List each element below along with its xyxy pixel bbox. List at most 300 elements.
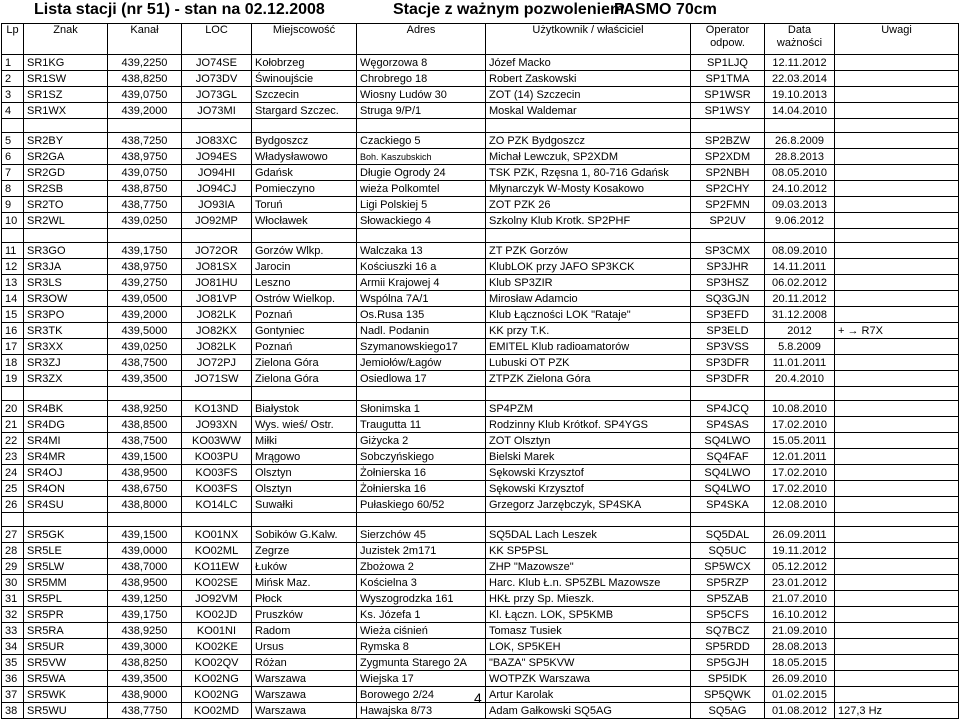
table-cell: [24, 119, 108, 133]
table-cell: ZHP "Mazowsze": [486, 559, 691, 575]
table-row: [2, 417, 959, 433]
table-cell: 27: [2, 527, 24, 543]
table-cell: 2: [2, 71, 24, 87]
table-cell: 26.09.2010: [765, 671, 835, 687]
table-cell: SR2TO: [24, 197, 108, 213]
table-cell: 21: [2, 417, 24, 433]
table-cell: [252, 119, 357, 133]
table-cell: SR4DG: [24, 417, 108, 433]
table-cell: SR3OW: [24, 291, 108, 307]
table-cell: 439,2000: [108, 307, 182, 323]
table-cell: KO01NX: [182, 527, 252, 543]
table-cell: [765, 229, 835, 243]
column-header: Użytkownik / właściciel: [486, 24, 691, 55]
table-cell: 438,9500: [108, 465, 182, 481]
table-row: [2, 55, 959, 71]
table-cell: [486, 387, 691, 401]
table-cell: Sękowski Krzysztof: [486, 481, 691, 497]
table-cell: Olsztyn: [252, 481, 357, 497]
table-cell: JO71SW: [182, 371, 252, 387]
table-cell: 28.8.2013: [765, 149, 835, 165]
table-cell: 01.08.2012: [765, 703, 835, 719]
table-cell: Mirosław Adamcio: [486, 291, 691, 307]
table-cell: Warszawa: [252, 687, 357, 703]
table-cell: 12: [2, 259, 24, 275]
column-header: Data ważności: [765, 24, 835, 55]
table-cell: Wys. wieś/ Ostr.: [252, 417, 357, 433]
table-row: [2, 465, 959, 481]
table-cell: SR3JA: [24, 259, 108, 275]
table-cell: 439,0250: [108, 339, 182, 355]
table-cell: [2, 513, 24, 527]
table-cell: [835, 401, 959, 417]
table-cell: SR5RA: [24, 623, 108, 639]
table-cell: SP5ZAB: [691, 591, 765, 607]
table-cell: Pułaskiego 60/52: [357, 497, 486, 513]
table-cell: 24.10.2012: [765, 181, 835, 197]
table-cell: 33: [2, 623, 24, 639]
table-cell: 10.08.2010: [765, 401, 835, 417]
table-cell: Gorzów Wlkp.: [252, 243, 357, 259]
table-cell: SR2WL: [24, 213, 108, 229]
table-cell: JO72PJ: [182, 355, 252, 371]
table-cell: Tomasz Tusiek: [486, 623, 691, 639]
table-cell: Józef Macko: [486, 55, 691, 71]
table-cell: [835, 655, 959, 671]
table-cell: 01.02.2015: [765, 687, 835, 703]
table-cell: SR4MI: [24, 433, 108, 449]
table-row: [2, 181, 959, 197]
table-row: [2, 243, 959, 259]
table-cell: SP4SAS: [691, 417, 765, 433]
table-cell: JO73GL: [182, 87, 252, 103]
table-cell: 19.10.2013: [765, 87, 835, 103]
table-cell: HKŁ przy Sp. Mieszk.: [486, 591, 691, 607]
table-cell: 439,5000: [108, 323, 182, 339]
table-cell: 21.07.2010: [765, 591, 835, 607]
table-cell: [691, 513, 765, 527]
table-cell: 30: [2, 575, 24, 591]
table-cell: KO03FS: [182, 481, 252, 497]
table-cell: SR3GO: [24, 243, 108, 259]
table-cell: Słowackiego 4: [357, 213, 486, 229]
table-cell: 127,3 Hz: [835, 703, 959, 719]
table-cell: Ostrów Wielkop.: [252, 291, 357, 307]
table-cell: Żołnierska 16: [357, 481, 486, 497]
table-cell: JO93XN: [182, 417, 252, 433]
table-cell: Giżycka 2: [357, 433, 486, 449]
table-cell: [2, 387, 24, 401]
table-cell: ZO PZK Bydgoszcz: [486, 133, 691, 149]
table-cell: Adam Gałkowski SQ5AG: [486, 703, 691, 719]
table-cell: Jemiołów/Łagów: [357, 355, 486, 371]
table-cell: SP2BZW: [691, 133, 765, 149]
table-cell: SQ7BCZ: [691, 623, 765, 639]
table-cell: [486, 513, 691, 527]
table-cell: Hawajska 8/73: [357, 703, 486, 719]
table-cell: [835, 465, 959, 481]
table-cell: 439,1250: [108, 591, 182, 607]
table-cell: SQ4LWO: [691, 481, 765, 497]
table-cell: SR5LW: [24, 559, 108, 575]
table-cell: 8: [2, 181, 24, 197]
table-cell: SR5VW: [24, 655, 108, 671]
table-cell: 438,9500: [108, 575, 182, 591]
table-cell: SP3JHR: [691, 259, 765, 275]
table-cell: KO11EW: [182, 559, 252, 575]
table-cell: JO94CJ: [182, 181, 252, 197]
table-cell: Jarocin: [252, 259, 357, 275]
table-cell: TSK PZK, Rzęsna 1, 80-716 Gdańsk: [486, 165, 691, 181]
table-cell: SR5WA: [24, 671, 108, 687]
title-band: PASMO 70cm: [614, 1, 717, 18]
table-cell: 38: [2, 703, 24, 719]
table-cell: [835, 497, 959, 513]
table-cell: SP4PZM: [486, 401, 691, 417]
table-cell: 23: [2, 449, 24, 465]
table-row: [2, 607, 959, 623]
table-cell: 31.12.2008: [765, 307, 835, 323]
table-cell: [108, 513, 182, 527]
column-header: Lp: [2, 24, 24, 55]
table-cell: SQ5UC: [691, 543, 765, 559]
table-cell: [835, 307, 959, 323]
table-cell: 6: [2, 149, 24, 165]
table-cell: ZOT Olsztyn: [486, 433, 691, 449]
table-cell: 2012: [765, 323, 835, 339]
table-cell: 25: [2, 481, 24, 497]
table-cell: Walczaka 13: [357, 243, 486, 259]
table-cell: Mrągowo: [252, 449, 357, 465]
table-cell: [765, 387, 835, 401]
table-cell: Wiosny Ludów 30: [357, 87, 486, 103]
table-cell: wieża Polkomtel: [357, 181, 486, 197]
table-cell: SP5WCX: [691, 559, 765, 575]
table-cell: 438,9750: [108, 149, 182, 165]
table-cell: Wyszogrodzka 161: [357, 591, 486, 607]
table-cell: Zbożowa 2: [357, 559, 486, 575]
table-cell: SR3LS: [24, 275, 108, 291]
column-header: Adres: [357, 24, 486, 55]
table-cell: SR4SU: [24, 497, 108, 513]
table-cell: ZOT (14) Szczecin: [486, 87, 691, 103]
table-cell: SP5RZP: [691, 575, 765, 591]
table-cell: Pomieczyno: [252, 181, 357, 197]
table-cell: Słonimska 1: [357, 401, 486, 417]
table-cell: JO92VM: [182, 591, 252, 607]
table-cell: [835, 243, 959, 259]
table-cell: [182, 229, 252, 243]
table-cell: SR5WK: [24, 687, 108, 703]
table-cell: JO82KX: [182, 323, 252, 339]
table-cell: WOTPZK Warszawa: [486, 671, 691, 687]
table-cell: 11.01.2011: [765, 355, 835, 371]
table-cell: SP3ELD: [691, 323, 765, 339]
table-cell: Stargard Szczec.: [252, 103, 357, 119]
table-cell: 438,7500: [108, 355, 182, 371]
table-cell: Suwałki: [252, 497, 357, 513]
table-row: [2, 355, 959, 371]
table-cell: 1: [2, 55, 24, 71]
table-cell: Osiedlowa 17: [357, 371, 486, 387]
table-cell: 09.03.2013: [765, 197, 835, 213]
table-cell: JO81HU: [182, 275, 252, 291]
table-cell: Kościelna 3: [357, 575, 486, 591]
table-cell: 13: [2, 275, 24, 291]
table-cell: Łuków: [252, 559, 357, 575]
table-cell: SR5UR: [24, 639, 108, 655]
table-cell: 17.02.2010: [765, 465, 835, 481]
table-cell: [765, 119, 835, 133]
table-cell: Władysławowo: [252, 149, 357, 165]
table-cell: KO02KE: [182, 639, 252, 655]
table-cell: Miłki: [252, 433, 357, 449]
table-cell: 439,3500: [108, 671, 182, 687]
table-cell: Długie Ogrody 24: [357, 165, 486, 181]
table-cell: JO83XC: [182, 133, 252, 149]
table-cell: [691, 119, 765, 133]
table-cell: Szczecin: [252, 87, 357, 103]
table-cell: [835, 481, 959, 497]
table-cell: 438,7250: [108, 133, 182, 149]
column-header: Kanał: [108, 24, 182, 55]
table-cell: 05.12.2012: [765, 559, 835, 575]
table-cell: Struga 9/P/1: [357, 103, 486, 119]
table-cell: SR5GK: [24, 527, 108, 543]
table-cell: Nadl. Podanin: [357, 323, 486, 339]
table-cell: ZT PZK Gorzów: [486, 243, 691, 259]
table-row: [2, 275, 959, 291]
table-cell: [835, 639, 959, 655]
table-cell: [835, 543, 959, 559]
table-cell: SR3ZJ: [24, 355, 108, 371]
table-cell: JO81VP: [182, 291, 252, 307]
table-cell: [357, 513, 486, 527]
table-cell: SR3ZX: [24, 371, 108, 387]
table-cell: Sobczyńskiego: [357, 449, 486, 465]
table-cell: Wiejska 17: [357, 671, 486, 687]
table-cell: 438,6750: [108, 481, 182, 497]
table-cell: 15: [2, 307, 24, 323]
table-row: [2, 591, 959, 607]
column-header: LOC: [182, 24, 252, 55]
table-cell: KO02NG: [182, 687, 252, 703]
table-cell: Kołobrzeg: [252, 55, 357, 71]
table-cell: [835, 671, 959, 687]
title-stations: Stacje z ważnym pozwoleniem: [393, 1, 625, 18]
table-cell: SR5WU: [24, 703, 108, 719]
table-cell: 439,2000: [108, 103, 182, 119]
table-cell: Węgorzowa 8: [357, 55, 486, 71]
table-cell: 20.4.2010: [765, 371, 835, 387]
table-cell: SP3CMX: [691, 243, 765, 259]
table-cell: Grzegorz Jarzębczyk, SP4SKA: [486, 497, 691, 513]
title-list: Lista stacji (nr 51) - stan na 02.12.2008: [34, 1, 325, 18]
table-cell: [835, 87, 959, 103]
table-cell: 439,0750: [108, 165, 182, 181]
table-cell: Klub SP3ZIR: [486, 275, 691, 291]
table-cell: JO94ES: [182, 149, 252, 165]
table-cell: [835, 119, 959, 133]
table-cell: SP2FMN: [691, 197, 765, 213]
table-cell: [835, 291, 959, 307]
table-cell: [835, 513, 959, 527]
table-cell: Artur Karolak: [486, 687, 691, 703]
table-cell: KO02MD: [182, 703, 252, 719]
table-cell: 17.02.2010: [765, 417, 835, 433]
table-row: [2, 307, 959, 323]
table-cell: Harc. Klub Ł.n. SP5ZBL Mazowsze: [486, 575, 691, 591]
table-cell: ZTPZK Zielona Góra: [486, 371, 691, 387]
table-spacer-row: [2, 229, 959, 243]
table-cell: SP1WSR: [691, 87, 765, 103]
table-cell: 17.02.2010: [765, 481, 835, 497]
table-cell: 22: [2, 433, 24, 449]
table-row: [2, 671, 959, 687]
table-cell: [835, 607, 959, 623]
table-row: [2, 323, 959, 339]
table-cell: 16.10.2012: [765, 607, 835, 623]
table-cell: Armii Krajowej 4: [357, 275, 486, 291]
table-cell: KO02JD: [182, 607, 252, 623]
table-cell: Czackiego 5: [357, 133, 486, 149]
table-cell: Bydgoszcz: [252, 133, 357, 149]
table-cell: 14.04.2010: [765, 103, 835, 119]
table-cell: SR5MM: [24, 575, 108, 591]
table-cell: Borowego 2/24: [357, 687, 486, 703]
table-cell: Gdańsk: [252, 165, 357, 181]
table-cell: Gontyniec: [252, 323, 357, 339]
table-cell: 12.08.2010: [765, 497, 835, 513]
table-cell: Włocławek: [252, 213, 357, 229]
table-cell: SP2CHY: [691, 181, 765, 197]
table-cell: Szkolny Klub Krotk. SP2PHF: [486, 213, 691, 229]
table-cell: Toruń: [252, 197, 357, 213]
table-cell: SQ4LWO: [691, 465, 765, 481]
table-row: [2, 543, 959, 559]
column-header: Uwagi: [835, 24, 959, 55]
table-cell: Klub Łączności LOK "Rataje": [486, 307, 691, 323]
table-cell: 438,8250: [108, 655, 182, 671]
table-cell: [182, 119, 252, 133]
table-cell: [835, 213, 959, 229]
table-cell: SR1KG: [24, 55, 108, 71]
table-cell: [835, 275, 959, 291]
table-cell: [835, 449, 959, 465]
table-cell: 439,0500: [108, 291, 182, 307]
table-row: [2, 87, 959, 103]
table-cell: SP3DFR: [691, 371, 765, 387]
table-cell: 438,7750: [108, 703, 182, 719]
table-cell: KO03WW: [182, 433, 252, 449]
table-row: [2, 213, 959, 229]
table-cell: SR1SW: [24, 71, 108, 87]
table-cell: [835, 229, 959, 243]
table-cell: KO03FS: [182, 465, 252, 481]
table-cell: [835, 559, 959, 575]
table-cell: 29: [2, 559, 24, 575]
table-row: [2, 639, 959, 655]
table-cell: Ks. Józefa 1: [357, 607, 486, 623]
table-cell: [108, 387, 182, 401]
table-cell: 5.8.2009: [765, 339, 835, 355]
table-cell: SR3PO: [24, 307, 108, 323]
table-cell: [765, 513, 835, 527]
table-cell: SR3TK: [24, 323, 108, 339]
table-cell: JO92MP: [182, 213, 252, 229]
table-cell: 22.03.2014: [765, 71, 835, 87]
table-row: [2, 481, 959, 497]
table-cell: Os.Rusa 135: [357, 307, 486, 323]
table-cell: 438,9750: [108, 259, 182, 275]
table-cell: 439,1500: [108, 449, 182, 465]
table-cell: JO82LK: [182, 339, 252, 355]
table-cell: 16: [2, 323, 24, 339]
table-cell: Młynarczyk W-Mosty Kosakowo: [486, 181, 691, 197]
table-cell: 438,8000: [108, 497, 182, 513]
table-cell: SP2XDM: [691, 149, 765, 165]
table-cell: [835, 339, 959, 355]
table-cell: KO02QV: [182, 655, 252, 671]
table-cell: Wieża ciśnień: [357, 623, 486, 639]
table-cell: [835, 355, 959, 371]
table-cell: 439,1750: [108, 607, 182, 623]
table-cell: [357, 387, 486, 401]
table-cell: 15.05.2011: [765, 433, 835, 449]
table-cell: 26.8.2009: [765, 133, 835, 149]
table-cell: [357, 229, 486, 243]
column-header: Miejscowość: [252, 24, 357, 55]
table-cell: 439,2250: [108, 55, 182, 71]
table-cell: [835, 433, 959, 449]
table-cell: SP5IDK: [691, 671, 765, 687]
table-cell: Zielona Góra: [252, 355, 357, 371]
table-cell: KO02NG: [182, 671, 252, 687]
table-cell: Płock: [252, 591, 357, 607]
table-cell: KK przy T.K.: [486, 323, 691, 339]
table-cell: JO73MI: [182, 103, 252, 119]
table-row: [2, 371, 959, 387]
table-cell: Robert Zaskowski: [486, 71, 691, 87]
table-cell: 12.11.2012: [765, 55, 835, 71]
table-cell: 438,8500: [108, 417, 182, 433]
table-cell: KO13ND: [182, 401, 252, 417]
table-cell: SQ5DAL Lach Leszek: [486, 527, 691, 543]
table-cell: SP1TMA: [691, 71, 765, 87]
table-cell: Sobików G.Kalw.: [252, 527, 357, 543]
table-cell: 9: [2, 197, 24, 213]
table-cell: 438,7000: [108, 559, 182, 575]
table-cell: JO93IA: [182, 197, 252, 213]
table-cell: SQ3GJN: [691, 291, 765, 307]
table-cell: [24, 513, 108, 527]
table-cell: 439,0000: [108, 543, 182, 559]
table-header: [2, 24, 959, 55]
table-cell: 439,1500: [108, 527, 182, 543]
table-cell: SP3VSS: [691, 339, 765, 355]
table-cell: SP3HSZ: [691, 275, 765, 291]
table-cell: 17: [2, 339, 24, 355]
table-cell: 23.01.2012: [765, 575, 835, 591]
column-header: Znak: [24, 24, 108, 55]
table-cell: Sierzchów 45: [357, 527, 486, 543]
table-cell: 36: [2, 671, 24, 687]
table-cell: JO74SE: [182, 55, 252, 71]
table-cell: SP2UV: [691, 213, 765, 229]
column-header: Operator odpow.: [691, 24, 765, 55]
table-cell: Żołnierska 16: [357, 465, 486, 481]
page-title: [0, 0, 959, 22]
